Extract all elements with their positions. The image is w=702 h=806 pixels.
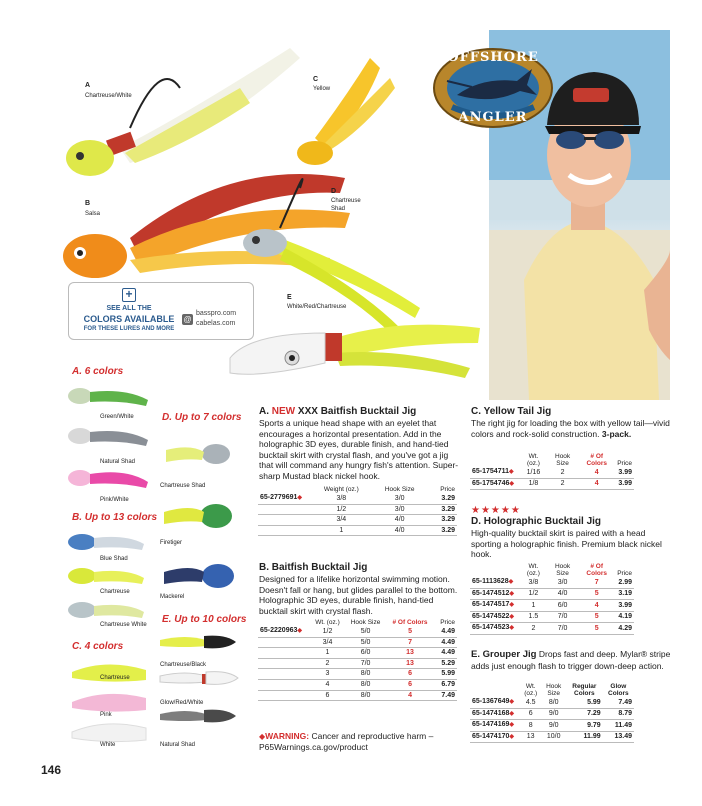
colors-box-line3: FOR THESE LURES AND MORE	[83, 326, 175, 332]
swatch-a-item-0: Green/White	[100, 414, 134, 420]
col-hook: Hook Size	[546, 683, 562, 697]
table-row[interactable]	[470, 467, 634, 478]
col-weight: Weight (oz.)	[323, 486, 359, 493]
sku: 65-1474522	[472, 612, 510, 620]
swatch-a-images	[66, 378, 156, 508]
wt: 3	[310, 669, 345, 680]
col-colors: # Of Colors	[392, 619, 428, 626]
colors: 7	[386, 637, 434, 648]
wt: 2	[310, 658, 345, 669]
product-d-desc: High-quality bucktail skirt is paired with a head sporting a holographic finish. Premium black nickel hook.	[471, 528, 662, 559]
warning-label: WARNING:	[265, 731, 310, 741]
product-a-name: XXX Baitfish Bucktail Jig	[297, 406, 417, 417]
swatch-e-heading: E. Up to 10 colors	[162, 614, 247, 625]
price: 6.79	[434, 679, 457, 690]
table-row[interactable]	[258, 626, 457, 637]
swatch-e-item-0: Chartreuse/Black	[160, 662, 207, 668]
table-row[interactable]	[470, 708, 634, 720]
swatch-a-heading: A. 6 colors	[72, 366, 124, 377]
hook: 4/0	[373, 515, 427, 526]
hook: 9/0	[541, 720, 566, 732]
swatch-a-item-2: Pink/White	[100, 497, 129, 503]
swatch-c-images	[66, 652, 156, 752]
sku: 65-1474523	[472, 624, 510, 632]
jig-c-illustration	[297, 58, 395, 165]
diamond-icon: ◆	[509, 722, 514, 729]
product-c-title: C. Yellow Tail Jig	[471, 406, 552, 417]
weight: 1	[310, 525, 373, 536]
col-colors: # Of Colors	[586, 563, 608, 577]
swatch-d-item-2: Mackerel	[160, 594, 185, 600]
swatch-d-item-0: Chartreuse Shad	[160, 483, 206, 489]
product-e-title: E. Grouper Jig	[471, 649, 537, 660]
hook: 6/0	[345, 648, 386, 659]
table-row[interactable]	[258, 515, 457, 526]
hook: 6/0	[547, 600, 578, 612]
colors: 5	[578, 611, 615, 623]
hook: 8/0	[541, 697, 566, 708]
price: 5.29	[434, 658, 457, 669]
sku	[258, 504, 310, 515]
product-a-desc: Sports a unique head shape with an eyelet that encourages a horizontal presentation. Add in the holographic 3D eyes, durable finish, and hand-tied bucktail skirt with crystal flash, and you've got a jig that will command any hungry fish's attention. Super-sharp Mustad black nickel hook.	[259, 418, 459, 481]
price: 3.29	[427, 493, 457, 504]
price: 4.19	[615, 611, 634, 623]
product-b-desc: Designed for a lifelike horizontal swimming motion. Doesn't fall or hang, but glides parallel to the bottom. Holographic 3D eyes, durable finish, hand-tied bucktail skirt with crystal flash.	[259, 574, 458, 616]
product-d-title: D. Holographic Bucktail Jig	[471, 516, 602, 527]
hook: 8/0	[345, 679, 386, 690]
sku: 65-2779691	[260, 494, 298, 501]
hook: 4/0	[373, 525, 427, 536]
col-price: Price	[440, 619, 455, 626]
hook: 9/0	[541, 708, 566, 720]
product-a-table	[258, 486, 457, 536]
colors: 5	[386, 626, 434, 637]
colors: 4	[386, 690, 434, 701]
wt: 3/4	[310, 637, 345, 648]
glow: 13.49	[603, 731, 634, 743]
diamond-icon: ◆	[509, 733, 514, 740]
sku: 65-2220963	[260, 627, 298, 634]
sku: 65-1474168	[472, 709, 510, 717]
table-row[interactable]	[470, 600, 634, 612]
col-wt: Wt. (oz.)	[526, 453, 540, 467]
rating-stars: ★★★★★	[471, 505, 521, 516]
price: 4.49	[434, 648, 457, 659]
col-hook: Hook Size	[384, 486, 415, 493]
hero-label-c-name: Yellow	[313, 86, 331, 92]
weight: 1/2	[310, 504, 373, 515]
swatch-b-item-2: Chartreuse White	[100, 622, 147, 628]
hook: 3/0	[547, 577, 578, 588]
sku: 65-1754711	[472, 468, 509, 475]
sku: 65-1474512	[472, 589, 510, 597]
diamond-icon: ◆	[297, 495, 302, 501]
table-row[interactable]	[470, 623, 634, 635]
colors: 13	[386, 658, 434, 669]
table-row[interactable]	[470, 731, 634, 743]
diamond-icon: ◆	[509, 699, 514, 705]
swatch-e-item-2: Natural Shad	[160, 742, 196, 748]
swatch-b-item-1: Chartreuse	[100, 589, 130, 595]
col-hook: Hook Size	[350, 619, 381, 626]
colors: 5	[578, 623, 615, 635]
price: 3.99	[615, 478, 634, 490]
sku: 65-1474517	[472, 601, 510, 609]
price: 3.29	[427, 525, 457, 536]
colors-box-line2: COLORS AVAILABLE	[83, 314, 175, 324]
wt: 2	[520, 623, 547, 635]
price: 3.29	[427, 504, 457, 515]
colors-box-line1: SEE ALL THE	[106, 305, 152, 312]
col-hook: Hook Size	[554, 563, 571, 577]
hook: 8/0	[345, 690, 386, 701]
hero-label-e-name: White/Red/Chartreuse	[287, 304, 347, 310]
swatch-d-item-1: Firetiger	[160, 540, 183, 546]
sku	[258, 525, 310, 536]
product-b-title: B. Baitfish Bucktail Jig	[259, 562, 368, 573]
diamond-icon: ◆	[508, 579, 514, 585]
price: 4.29	[615, 623, 634, 635]
diamond-icon: ◆	[297, 628, 302, 634]
hook: 3/0	[373, 493, 427, 504]
hero-label-e-letter: E	[287, 294, 292, 301]
plus-icon: +	[122, 288, 136, 302]
web-icon: @	[183, 315, 192, 324]
product-c-desc-main: The right jig for loading the box with yellow tail—vivid colors and rock-solid construction.	[471, 418, 670, 439]
sku: 65-1474170	[472, 732, 510, 740]
sku: 65-1113628	[472, 578, 509, 585]
wt: 6	[520, 708, 541, 720]
sku: 65-1367649	[472, 698, 510, 705]
price: 3.19	[615, 588, 634, 600]
hook: 7/0	[547, 611, 578, 623]
regular: 11.99	[566, 731, 603, 743]
hook: 2	[547, 478, 578, 490]
table-row[interactable]	[470, 611, 634, 623]
product-c-table	[470, 453, 634, 490]
product-b-table	[258, 619, 457, 701]
swatch-c-item-0: Chartreuse	[100, 675, 130, 681]
col-wt: Wt. (oz.)	[524, 683, 538, 697]
wt: 1/2	[520, 588, 547, 600]
sku: 65-1754746	[472, 479, 510, 487]
table-row[interactable]	[258, 493, 457, 504]
price: 2.99	[615, 577, 634, 588]
product-e-block	[471, 649, 671, 671]
swatch-e-images	[156, 626, 248, 741]
swatch-b-images	[66, 524, 156, 629]
table-row[interactable]	[258, 637, 457, 648]
wt: 8	[520, 720, 541, 732]
table-row[interactable]	[258, 690, 457, 701]
wt: 1	[310, 648, 345, 659]
col-wt: Wt. (oz.)	[526, 563, 540, 577]
diamond-icon: ◆	[508, 469, 514, 475]
swatch-e-item-1: Glow/Red/White	[160, 700, 204, 706]
table-row[interactable]	[258, 525, 457, 536]
table-row[interactable]	[258, 658, 457, 669]
diamond-icon: ◆	[509, 613, 514, 620]
price: 4.49	[434, 626, 457, 637]
wt: 4	[310, 679, 345, 690]
hook: 7/0	[345, 658, 386, 669]
colors: 4	[578, 600, 615, 612]
wt: 1/8	[520, 478, 547, 490]
regular: 5.99	[566, 697, 603, 708]
col-wt: Wt. (oz.)	[315, 619, 340, 626]
wt: 1/2	[310, 626, 345, 637]
swatch-c-heading: C. 4 colors	[72, 641, 124, 652]
site-cabelas-link[interactable]: cabelas.com	[196, 320, 236, 327]
warning-diamond-icon: ◆	[259, 732, 266, 741]
swatch-d-heading: D. Up to 7 colors	[162, 412, 242, 423]
sku: 65-1474169	[472, 721, 510, 729]
logo-bottom-text: ANGLER	[458, 110, 528, 125]
hook: 3/0	[373, 504, 427, 515]
hero-label-a-name: Chartreuse/White	[85, 93, 132, 99]
col-glow: Glow Colors	[608, 683, 629, 697]
wt: 4.5	[520, 697, 541, 708]
glow: 7.49	[603, 697, 634, 708]
col-price: Price	[617, 460, 632, 467]
wt: 3/8	[520, 577, 547, 588]
wt: 13	[520, 731, 541, 743]
colors: 4	[578, 467, 615, 478]
table-row[interactable]	[258, 679, 457, 690]
table-row[interactable]	[470, 577, 634, 588]
hero-label-c-letter: C	[313, 76, 319, 83]
glow: 11.49	[603, 720, 634, 732]
colors-available-box[interactable]	[68, 282, 254, 340]
hero-label-d-name2: Shad	[331, 206, 346, 212]
colors: 4	[578, 478, 615, 490]
hero-jigs-illustration	[60, 28, 490, 408]
jig-e-illustration	[230, 325, 480, 378]
diamond-icon: ◆	[509, 710, 514, 717]
product-c-pack: 3-pack.	[601, 428, 632, 439]
logo-top-text: OFFSHORE	[447, 50, 539, 65]
wt: 6	[310, 690, 345, 701]
jig-a-illustration	[66, 48, 300, 176]
regular: 7.29	[566, 708, 603, 720]
price: 3.99	[615, 600, 634, 612]
product-c-desc	[471, 418, 671, 439]
hook: 7/0	[547, 623, 578, 635]
hook: 2	[547, 467, 578, 478]
price: 5.99	[434, 669, 457, 680]
price: 4.49	[434, 637, 457, 648]
diamond-icon: ◆	[509, 625, 514, 632]
wt: 1.5	[520, 611, 547, 623]
table-row[interactable]	[258, 648, 457, 659]
new-badge: NEW	[271, 406, 296, 417]
product-d-table	[470, 563, 634, 635]
product-a-prefix: A.	[259, 406, 269, 417]
col-price: Price	[617, 570, 632, 577]
product-e-desc: Drops fast and deep. Mylar® stripe adds just enough flash to trigger down-deep action.	[471, 649, 671, 671]
prop65-warning	[259, 731, 459, 753]
price: 3.29	[427, 515, 457, 526]
table-row[interactable]	[470, 720, 634, 732]
colors: 5	[578, 588, 615, 600]
sku	[258, 515, 310, 526]
product-e-table	[470, 683, 634, 743]
weight: 3/8	[310, 493, 373, 504]
colors: 13	[386, 648, 434, 659]
product-a-title	[259, 406, 416, 417]
weight: 3/4	[310, 515, 373, 526]
colors: 6	[386, 669, 434, 680]
col-colors: # Of Colors	[586, 453, 608, 467]
table-row[interactable]	[470, 478, 634, 490]
col-price: Price	[440, 486, 455, 493]
glow: 8.79	[603, 708, 634, 720]
diamond-icon: ◆	[509, 480, 514, 487]
regular: 9.79	[566, 720, 603, 732]
colors: 6	[386, 679, 434, 690]
diamond-icon: ◆	[509, 590, 514, 597]
swatch-c-item-1: Pink	[100, 712, 112, 718]
col-regular: Regular Colors	[572, 683, 597, 697]
swatch-b-item-0: Blue Shad	[100, 556, 128, 562]
swatch-c-item-2: White	[100, 742, 116, 748]
table-row[interactable]	[258, 669, 457, 680]
table-row[interactable]	[258, 504, 457, 515]
hero-label-b-letter: B	[85, 200, 91, 207]
hook: 10/0	[541, 731, 566, 743]
diamond-icon: ◆	[509, 602, 514, 609]
table-row[interactable]	[470, 588, 634, 600]
hook: 4/0	[547, 588, 578, 600]
hero-label-a-letter: A	[85, 82, 91, 89]
hero-label-d-name1: Chartreuse	[331, 198, 361, 204]
col-hook: Hook Size	[555, 453, 571, 467]
wt: 1	[520, 600, 547, 612]
table-row[interactable]	[470, 697, 634, 708]
price: 7.49	[434, 690, 457, 701]
hook: 8/0	[345, 669, 386, 680]
swatch-b-heading: B. Up to 13 colors	[72, 512, 158, 523]
hook: 5/0	[345, 626, 386, 637]
hook: 5/0	[345, 637, 386, 648]
page-number: 146	[41, 763, 62, 777]
swatch-a-item-1: Natural Shad	[100, 459, 136, 465]
hero-label-b-name: Salsa	[85, 211, 101, 217]
hero-label-d-letter: D	[331, 188, 337, 195]
swatch-d-images	[156, 424, 248, 608]
warning-text: Cancer and reproductive harm – P65Warnings.ca.gov/product	[259, 731, 434, 752]
colors: 7	[578, 577, 615, 588]
site-basspro-link[interactable]: basspro.com	[196, 310, 237, 317]
wt: 1/16	[520, 467, 547, 478]
price: 3.99	[615, 467, 634, 478]
